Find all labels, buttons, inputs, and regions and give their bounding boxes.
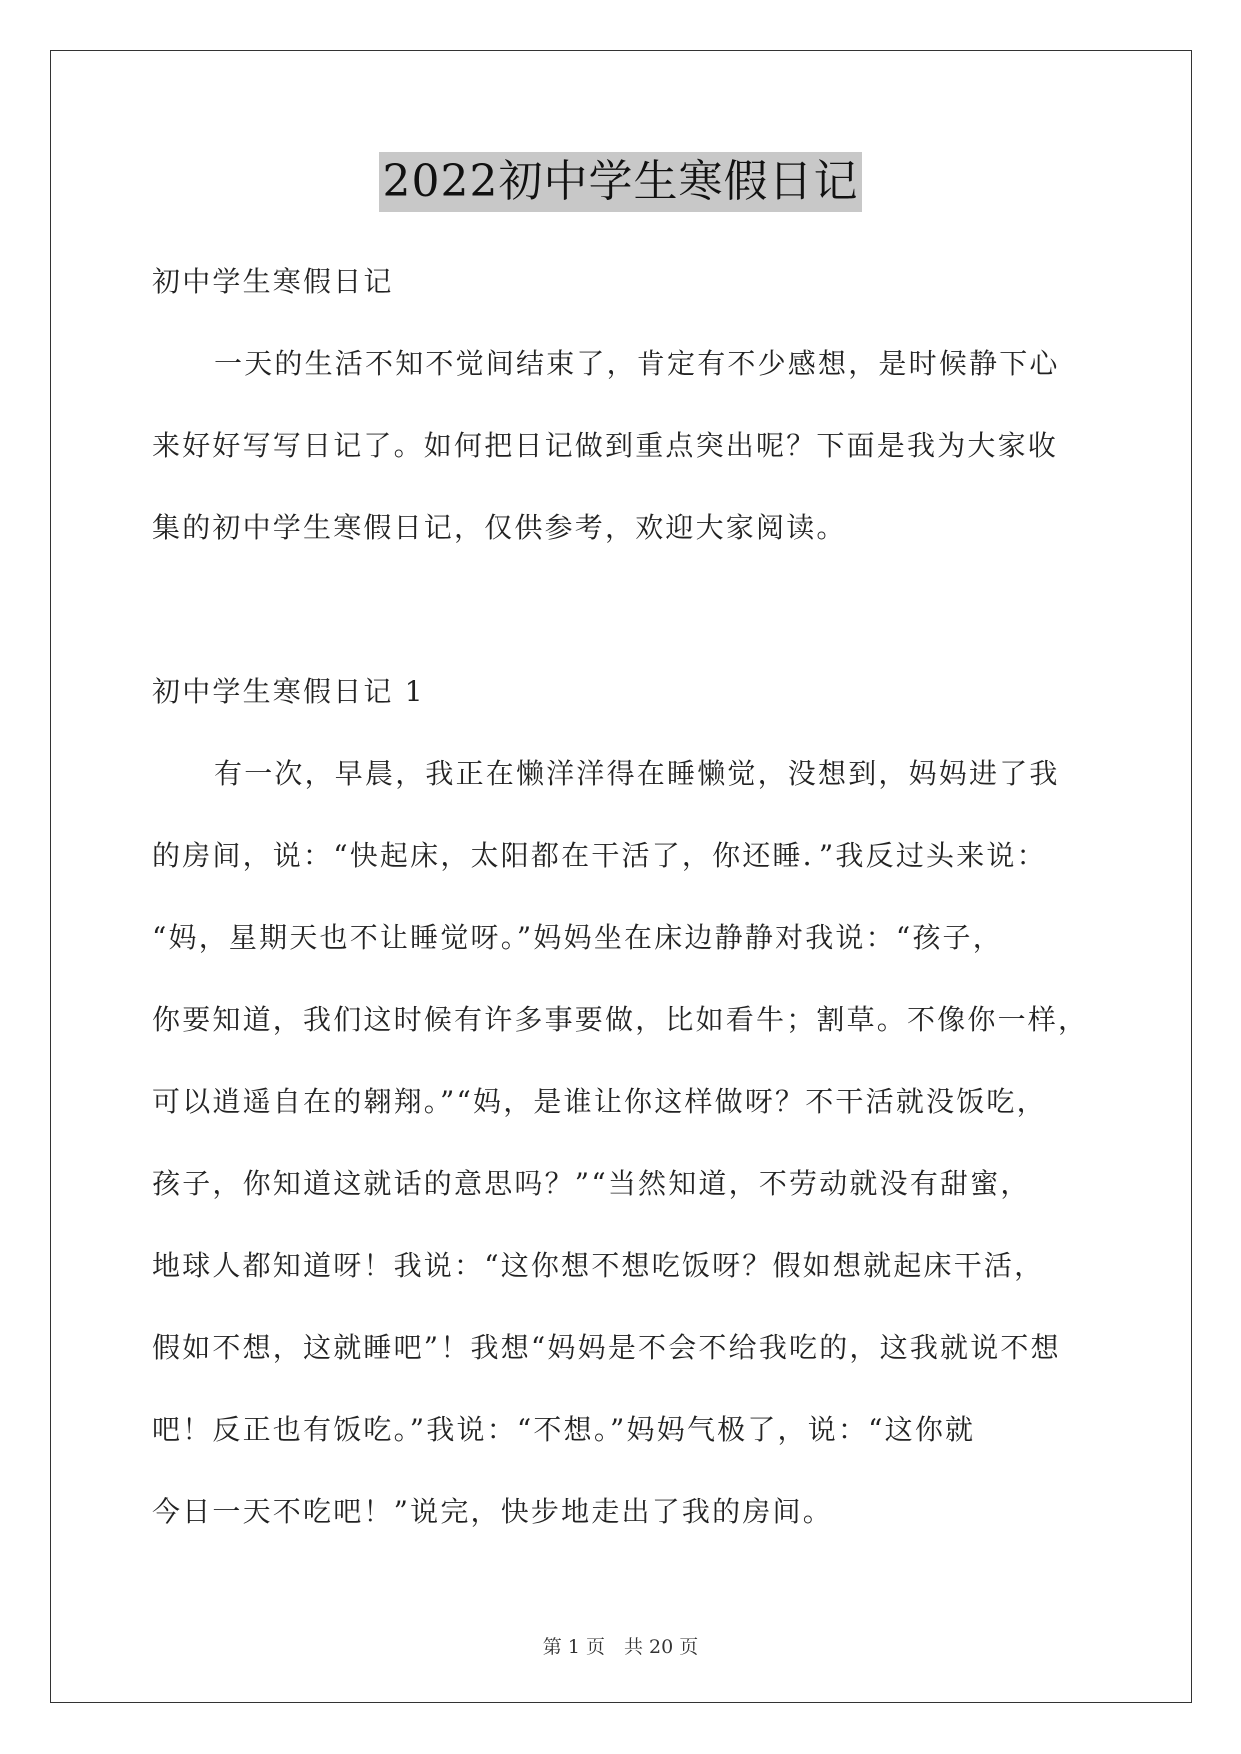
document-body [152,262,1102,1574]
diary-paragraph-line: 有一次，早晨，我正在懒洋洋得在睡懒觉，没想到，妈妈进了我 [214,757,1060,790]
diary-paragraph-line: 可以逍遥自在的翱翔。”“妈，是谁让你这样做呀？不干活就没饭吃， [152,1085,1047,1118]
diary-paragraph-line: 假如不想，这就睡吧”！我想“妈妈是不会不给我吃的，这我就说不想 [152,1331,1061,1364]
blank-line [152,590,1102,672]
section-heading: 初中学生寒假日记 [152,265,394,298]
diary-paragraph-line: 今日一天不吃吧！”说完，快步地走出了我的房间。 [152,1495,833,1528]
diary-paragraph-line: 孩子，你知道这就话的意思吗？”“当然知道，不劳动就没有甜蜜， [152,1167,1031,1200]
document-title: 2022初中学生寒假日记 [379,152,863,212]
intro-paragraph-line: 集的初中学生寒假日记，仅供参考，欢迎大家阅读。 [152,511,847,544]
title-container [0,152,1241,212]
diary-paragraph-line: “妈，星期天也不让睡觉呀。”妈妈坐在床边静静对我说：“孩子， [152,921,1003,954]
diary-heading: 初中学生寒假日记 1 [152,675,425,708]
diary-paragraph-line: 的房间，说：“快起床，太阳都在干活了，你还睡．”我反过头来说： [152,839,1047,872]
diary-paragraph-line: 你要知道，我们这时候有许多事要做，比如看牛；割草。不像你一样， [152,1003,1089,1036]
page-number-footer: 第 1 页 共 20 页 [542,1636,699,1658]
intro-paragraph-line: 一天的生活不知不觉间结束了，肯定有不少感想，是时候静下心 [214,347,1060,380]
diary-paragraph-line: 吧！反正也有饭吃。”我说：“不想。”妈妈气极了，说：“这你就 [152,1413,976,1446]
diary-paragraph-line: 地球人都知道呀！我说：“这你想不想吃饭呀？假如想就起床干活， [152,1249,1045,1282]
intro-paragraph-line: 来好好写写日记了。如何把日记做到重点突出呢？下面是我为大家收 [152,429,1059,462]
